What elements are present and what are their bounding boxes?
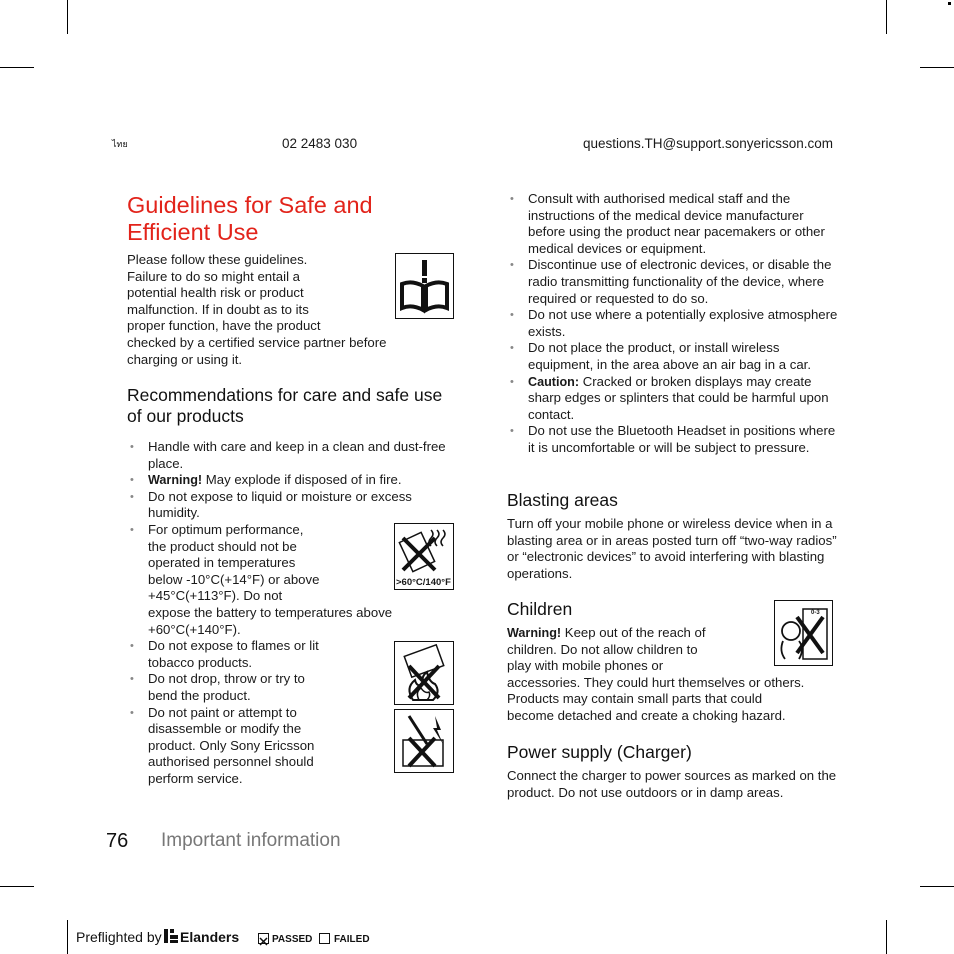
temperature-label: >60°C/140°F [396,577,451,588]
list-item: • For optimum performance, the product should not be operated in temperatures below -10°C(+14°F) or above +45°C(+113°F). Do not expose the battery to temperatures above +60°C(+140°F). [128,522,453,638]
failed-checkbox-icon [319,933,330,944]
children-line: children. Do not allow children to [507,641,698,657]
preflight-label: Preflighted by [76,929,162,945]
intro-line: charging or using it. [127,351,243,367]
list-item: • Warning! May explode if disposed of in fire. [128,472,453,489]
crop-mark [67,0,68,34]
crop-mark [920,886,954,887]
header-email: questions.TH@support.sonyericsson.com [582,136,833,151]
child-age-label: 0-3 [811,610,820,616]
page-title: Guidelines for Safe and Efficient Use [127,192,373,245]
temperature-warning-icon [394,523,454,590]
list-item: • Do not drop, throw or try to bend the product. [128,671,453,704]
intro-text [127,252,427,368]
list-item: • Do not place the product, or install wireless equipment, in the area above an air bag in a car. [508,340,838,373]
blasting-text: Turn off your mobile phone or wireless device when in a blasting area or in areas posted turn off “two-way radios” or “electronic devices” to avoid interfering with blasting operations. [507,516,837,581]
children-line: Products may contain small parts that could [507,691,763,707]
list-item: • Discontinue use of electronic devices, or disable the radio transmitting functionality of the device, where required or requested to do so. [508,257,838,307]
list-item: • Do not expose to liquid or moisture or excess humidity. [128,489,453,522]
intro-line: proper function, have the product [127,318,321,334]
intro-line: potential health risk or product [127,285,304,301]
crop-mark [886,920,887,954]
header-phone: 02 2483 030 [282,136,358,151]
crop-mark [67,920,68,954]
children-line: play with mobile phones or [507,658,664,674]
children-heading: Children [507,599,573,619]
list-item: • Do not paint or attempt to disassemble or modify the product. Only Sony Ericsson authorised personnel should perform service. [128,705,453,788]
intro-line: malfunction. If in doubt as to its [127,301,309,317]
list-item: • Do not use the Bluetooth Headset in positions where it is uncomfortable or will be subject to pressure. [508,423,838,456]
corner-dot [948,2,951,5]
crop-mark [0,886,34,887]
children-line: become detached and create a choking hazard. [507,707,786,723]
preflight-brand: Elanders [180,929,240,945]
no-children-icon [774,600,833,666]
list-item: • Do not use where a potentially explosive atmosphere exists. [508,307,838,340]
blasting-heading: Blasting areas [507,490,618,510]
children-line: Warning! Keep out of the reach of [507,625,706,640]
crop-mark [0,67,34,68]
intro-line: Please follow these guidelines. [127,252,308,267]
intro-line: Failure to do so might entail a [127,268,300,284]
power-heading: Power supply (Charger) [507,742,692,762]
medical-list [508,191,838,457]
section-name: Important information [161,830,341,851]
recommendations-heading: Recommendations for care and safe use of our products [127,385,443,426]
list-item: • Do not expose to flames or lit tobacco products. [128,638,453,671]
passed-checkbox-icon [258,933,269,944]
children-line: accessories. They could hurt themselves or others. [507,674,805,690]
preflight-failed: FAILED [334,934,370,945]
header-lang: ไทย [112,139,128,149]
intro-line: checked by a certified service partner before [127,334,387,350]
crop-mark [886,0,887,34]
no-disassemble-icon [394,709,454,773]
page-number: 76 [106,830,129,852]
crop-mark [920,67,954,68]
list-item: • Consult with authorised medical staff and the instructions of the medical device manufacturer before using the product near pacemakers or other medical devices or equipment. [508,191,838,257]
elanders-logo-icon [164,929,178,943]
power-text: Connect the charger to power sources as marked on the product. Do not use outdoors or in damp areas. [507,768,837,800]
preflight-passed: PASSED [272,934,313,945]
list-item: • Handle with care and keep in a clean and dust-free place. [128,439,453,472]
list-item: • Caution: Cracked or broken displays may create sharp edges or splinters that could be harmful upon contact. [508,374,838,424]
no-fire-icon [394,641,454,705]
read-manual-icon [395,253,454,319]
